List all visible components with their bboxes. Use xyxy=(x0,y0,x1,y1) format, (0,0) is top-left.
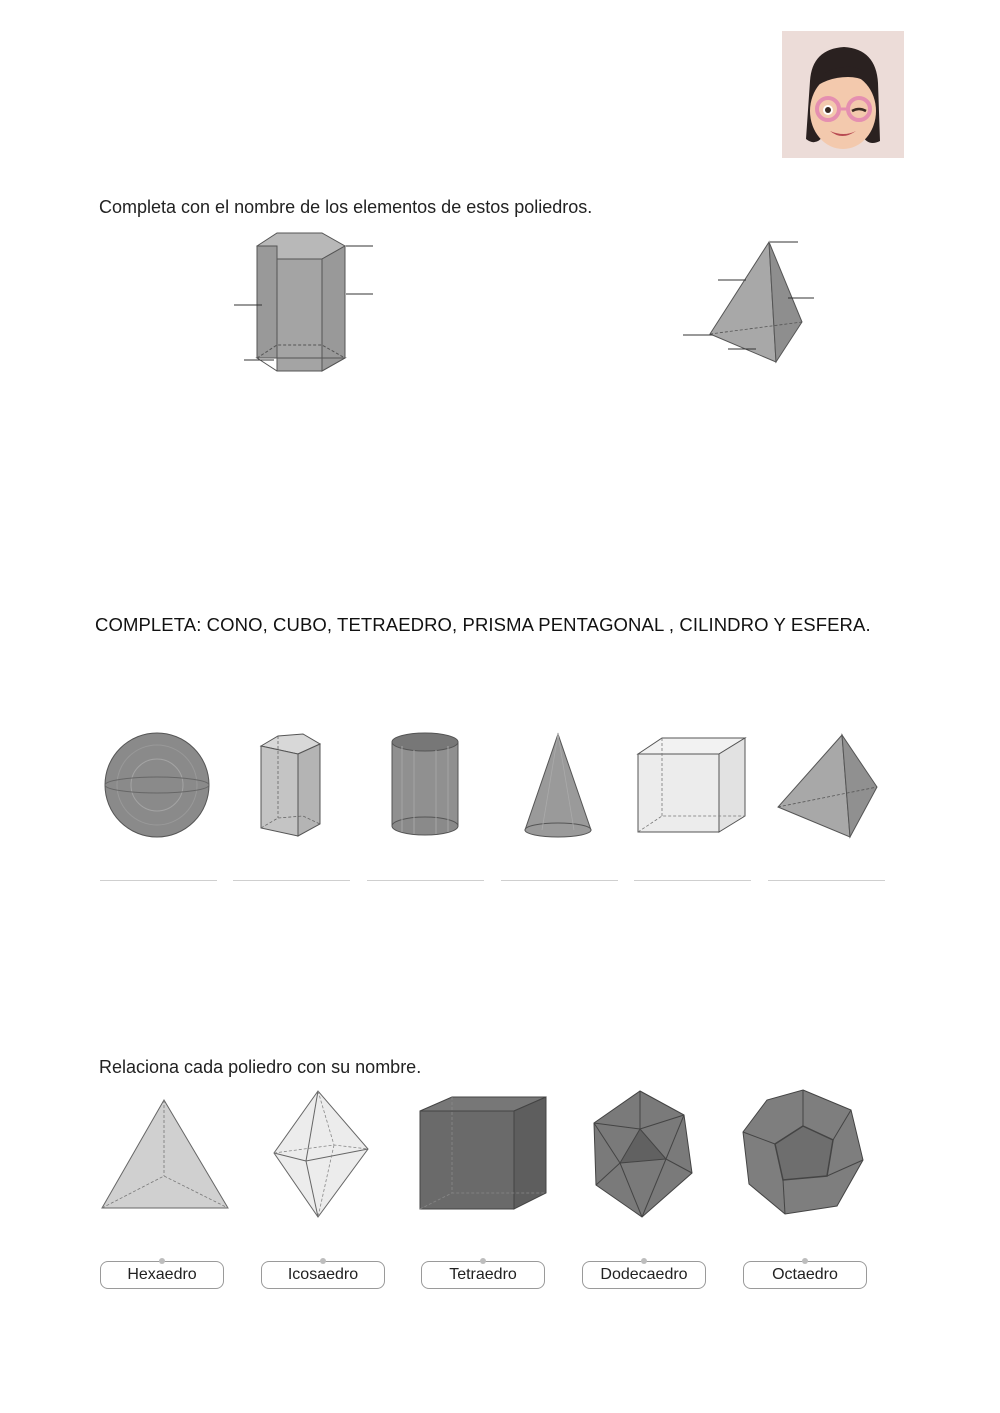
icosahedron-icon[interactable] xyxy=(590,1089,696,1219)
name-box-icosaedro[interactable] xyxy=(261,1261,385,1289)
answer-line[interactable] xyxy=(634,880,751,881)
name-label: Dodecaedro xyxy=(600,1266,688,1283)
section3-heading: Relaciona cada poliedro con su nombre. xyxy=(99,1057,422,1077)
cube-icon xyxy=(636,736,748,836)
pentagonal-prism-icon xyxy=(258,732,324,840)
connector-dot[interactable] xyxy=(802,1258,808,1264)
name-label: Octaedro xyxy=(772,1266,838,1283)
answer-line[interactable] xyxy=(233,880,350,881)
answer-line[interactable] xyxy=(501,880,618,881)
answer-line[interactable] xyxy=(100,880,217,881)
answer-line[interactable] xyxy=(367,880,484,881)
memoji-avatar-icon xyxy=(782,31,904,158)
name-box-octaedro[interactable] xyxy=(743,1261,867,1289)
name-label: Hexaedro xyxy=(127,1266,197,1283)
sphere-icon xyxy=(104,733,212,839)
tetrahedron-icon[interactable] xyxy=(100,1098,230,1210)
avatar xyxy=(782,31,904,158)
cone-icon xyxy=(522,732,594,840)
connector-dot[interactable] xyxy=(480,1258,486,1264)
octahedron-icon[interactable] xyxy=(272,1089,372,1219)
section1-heading: Completa con el nombre de los elementos de estos poliedros. xyxy=(99,197,593,217)
name-label: Icosaedro xyxy=(287,1266,359,1283)
section2-heading: COMPLETA: CONO, CUBO, TETRAEDRO, PRISMA PENTAGONAL , CILINDRO Y ESFERA. xyxy=(95,614,871,635)
tetrahedron-diagram-icon xyxy=(680,236,820,368)
connector-dot[interactable] xyxy=(320,1258,326,1264)
dodecahedron-icon[interactable] xyxy=(741,1088,867,1218)
answer-line[interactable] xyxy=(768,880,885,881)
cube-icon[interactable] xyxy=(418,1095,548,1211)
tetrahedron-icon xyxy=(776,733,880,839)
connector-dot[interactable] xyxy=(159,1258,165,1264)
connector-dot[interactable] xyxy=(641,1258,647,1264)
name-box-dodecaedro[interactable] xyxy=(582,1261,706,1289)
name-label: Tetraedro xyxy=(449,1266,517,1283)
hexagonal-prism-diagram-icon xyxy=(230,228,380,378)
cylinder-icon xyxy=(390,732,460,838)
name-box-hexaedro[interactable] xyxy=(100,1261,224,1289)
name-box-tetraedro[interactable] xyxy=(421,1261,545,1289)
